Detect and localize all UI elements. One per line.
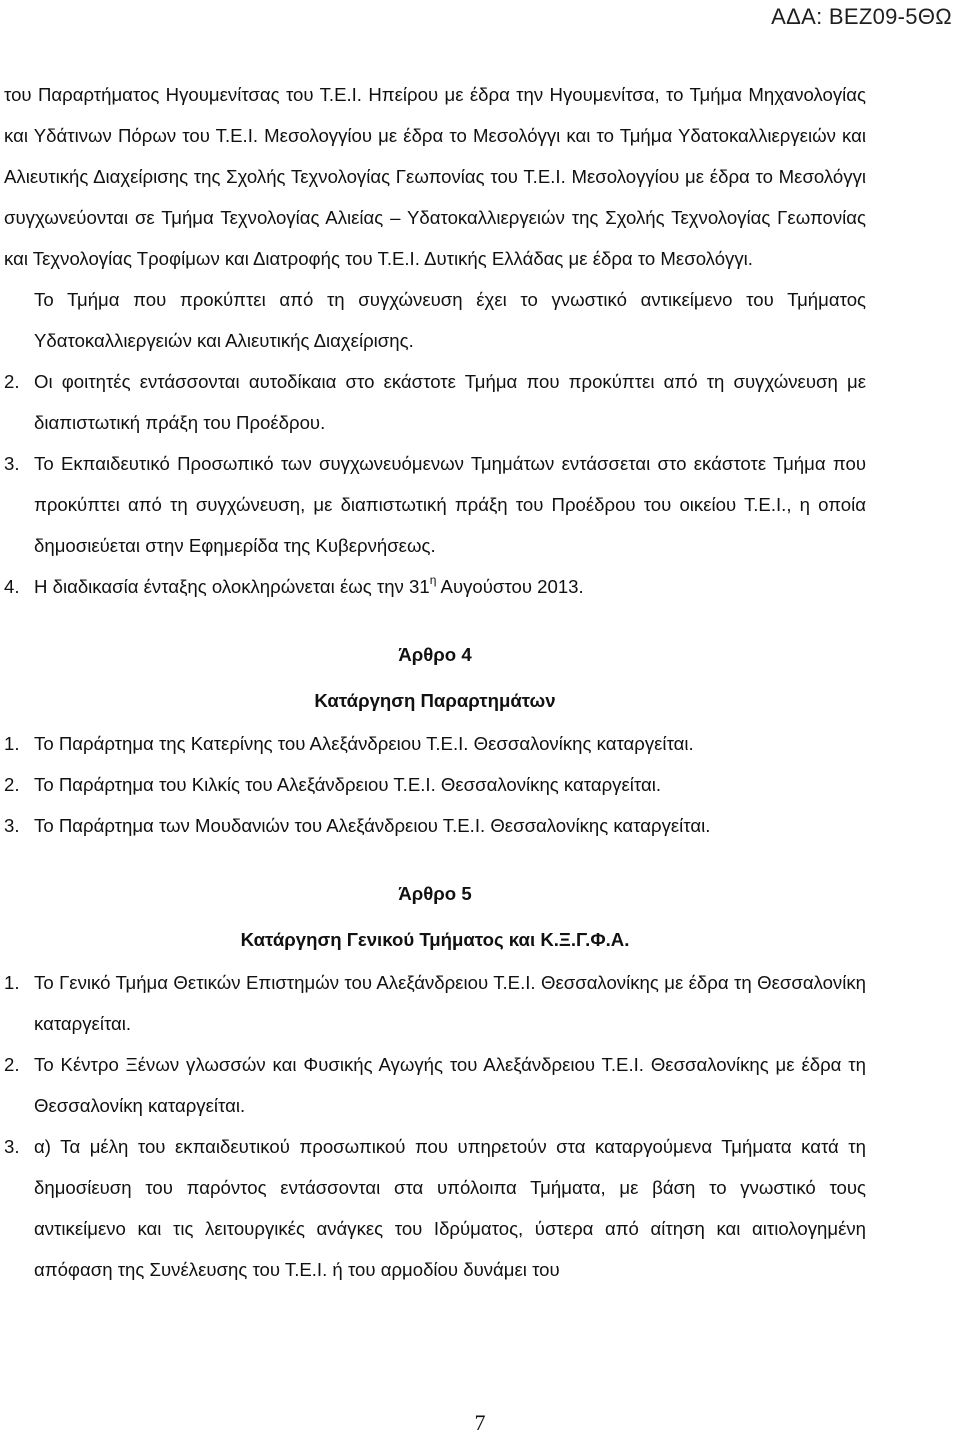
item-text: Το Κέντρο Ξένων γλωσσών και Φυσικής Αγωγής του Αλεξάνδρειου Τ.Ε.Ι. Θεσσαλονίκης με έδρα τη Θεσσαλονίκη καταργείται. — [34, 1054, 866, 1116]
item-number: 3. — [4, 453, 20, 474]
article5-item-1 — [4, 962, 866, 1044]
item-text: Το Παράρτημα του Κιλκίς του Αλεξάνδρειου Τ.Ε.Ι. Θεσσαλονίκης καταργείται. — [34, 774, 661, 795]
intro-paragraph-1: του Παραρτήματος Ηγουμενίτσας του Τ.Ε.Ι. Ηπείρου με έδρα την Ηγουμενίτσα, το Τμήμα Μηχανολογίας και Υδάτινων Πόρων του Τ.Ε.Ι. Μεσολογγίου με έδρα το Μεσολόγγι και το Τμήμα Υδατοκαλλιεργειών και Αλιευτικής Διαχείρισης της Σχολής Τεχνολογίας Γεωπονίας του Τ.Ε.Ι. Μεσολογγίου με έδρα το Μεσολόγγι συγχωνεύονται σε Τμήμα Τεχνολογίας Αλιείας – Υδατοκαλλιεργειών της Σχολής Τεχνολογίας Γεωπονίας και Τεχνολογίας Τροφίμων και Διατροφής του Τ.Ε.Ι. Δυτικής Ελλάδας με έδρα το Μεσολόγγι. — [4, 84, 866, 269]
item-number: 2. — [4, 371, 20, 392]
item-number: 3. — [4, 815, 20, 836]
item-text: Το Παράρτημα των Μουδανιών του Αλεξάνδρειου Τ.Ε.Ι. Θεσσαλονίκης καταργείται. — [34, 815, 711, 836]
item-text: Οι φοιτητές εντάσσονται αυτοδίκαια στο εκάστοτε Τμήμα που προκύπτει από τη συγχώνευση με διαπιστωτική πράξη του Προέδρου. — [34, 371, 866, 433]
item-number: 3. — [4, 1136, 20, 1157]
item-text: Το Εκπαιδευτικό Προσωπικό των συγχωνευόμενων Τμημάτων εντάσσεται στο εκάστοτε Τμήμα που προκύπτει από τη συγχώνευση, με διαπιστωτική πράξη του Προέδρου του οικείου Τ.Ε.Ι., η οποία δημοσιεύεται στην Εφημερίδα της Κυβερνήσεως. — [34, 453, 866, 556]
article4-subtitle: Κατάργηση Παραρτημάτων — [314, 690, 556, 711]
item-superscript: η — [429, 573, 437, 587]
ada-code: ΑΔΑ: ΒΕΖ09-5ΘΩ — [771, 4, 952, 29]
item-number: 1. — [4, 733, 20, 754]
item-number: 2. — [4, 1054, 20, 1075]
intro-paragraph-2: Το Τμήμα που προκύπτει από τη συγχώνευση έχει το γνωστικό αντικείμενο του Τμήματος Υδατοκαλλιεργειών και Αλιευτικής Διαχείρισης. — [34, 289, 866, 351]
page-number: 7 — [474, 1410, 486, 1435]
article3-item-2 — [4, 361, 866, 443]
item-number: 2. — [4, 774, 20, 795]
article3-item-4 — [4, 566, 866, 607]
item-number: 1. — [4, 972, 20, 993]
item-text: Το Γενικό Τμήμα Θετικών Επιστημών του Αλεξάνδρειου Τ.Ε.Ι. Θεσσαλονίκης με έδρα τη Θεσσαλονίκη καταργείται. — [34, 972, 866, 1034]
item-number: 4. — [4, 576, 20, 597]
item-text: α) Τα μέλη του εκπαιδευτικού προσωπικού που υπηρετούν στα καταργούμενα Τμήματα κατά τη δημοσίευση του παρόντος εντάσσονται στα υπόλοιπα Τμήματα, με βάση το γνωστικό τους αντικείμενο και τις λειτουργικές ανάγκες του Ιδρύματος, ύστερα από αίτηση και αιτιολογημένη απόφαση της Συνέλευσης του Τ.Ε.Ι. ή του αρμοδίου δυνάμει του — [34, 1136, 866, 1280]
item-text-after: Αυγούστου 2013. — [436, 576, 584, 597]
article4-title: Άρθρο 4 — [398, 644, 472, 665]
item-text — [34, 566, 866, 607]
article5-item-3 — [4, 1126, 866, 1290]
article4-item-2 — [4, 764, 866, 805]
article5-item-2 — [4, 1044, 866, 1126]
article5-title: Άρθρο 5 — [398, 883, 472, 904]
item-text: Το Παράρτημα της Κατερίνης του Αλεξάνδρειου Τ.Ε.Ι. Θεσσαλονίκης καταργείται. — [34, 733, 694, 754]
article3-item-3 — [4, 443, 866, 566]
article4-item-3 — [4, 805, 866, 846]
article4-item-1 — [4, 723, 866, 764]
article5-subtitle: Κατάργηση Γενικού Τμήματος και Κ.Ξ.Γ.Φ.Α. — [240, 929, 630, 950]
item-text-before: Η διαδικασία ένταξης ολοκληρώνεται έως την 31 — [34, 576, 430, 597]
